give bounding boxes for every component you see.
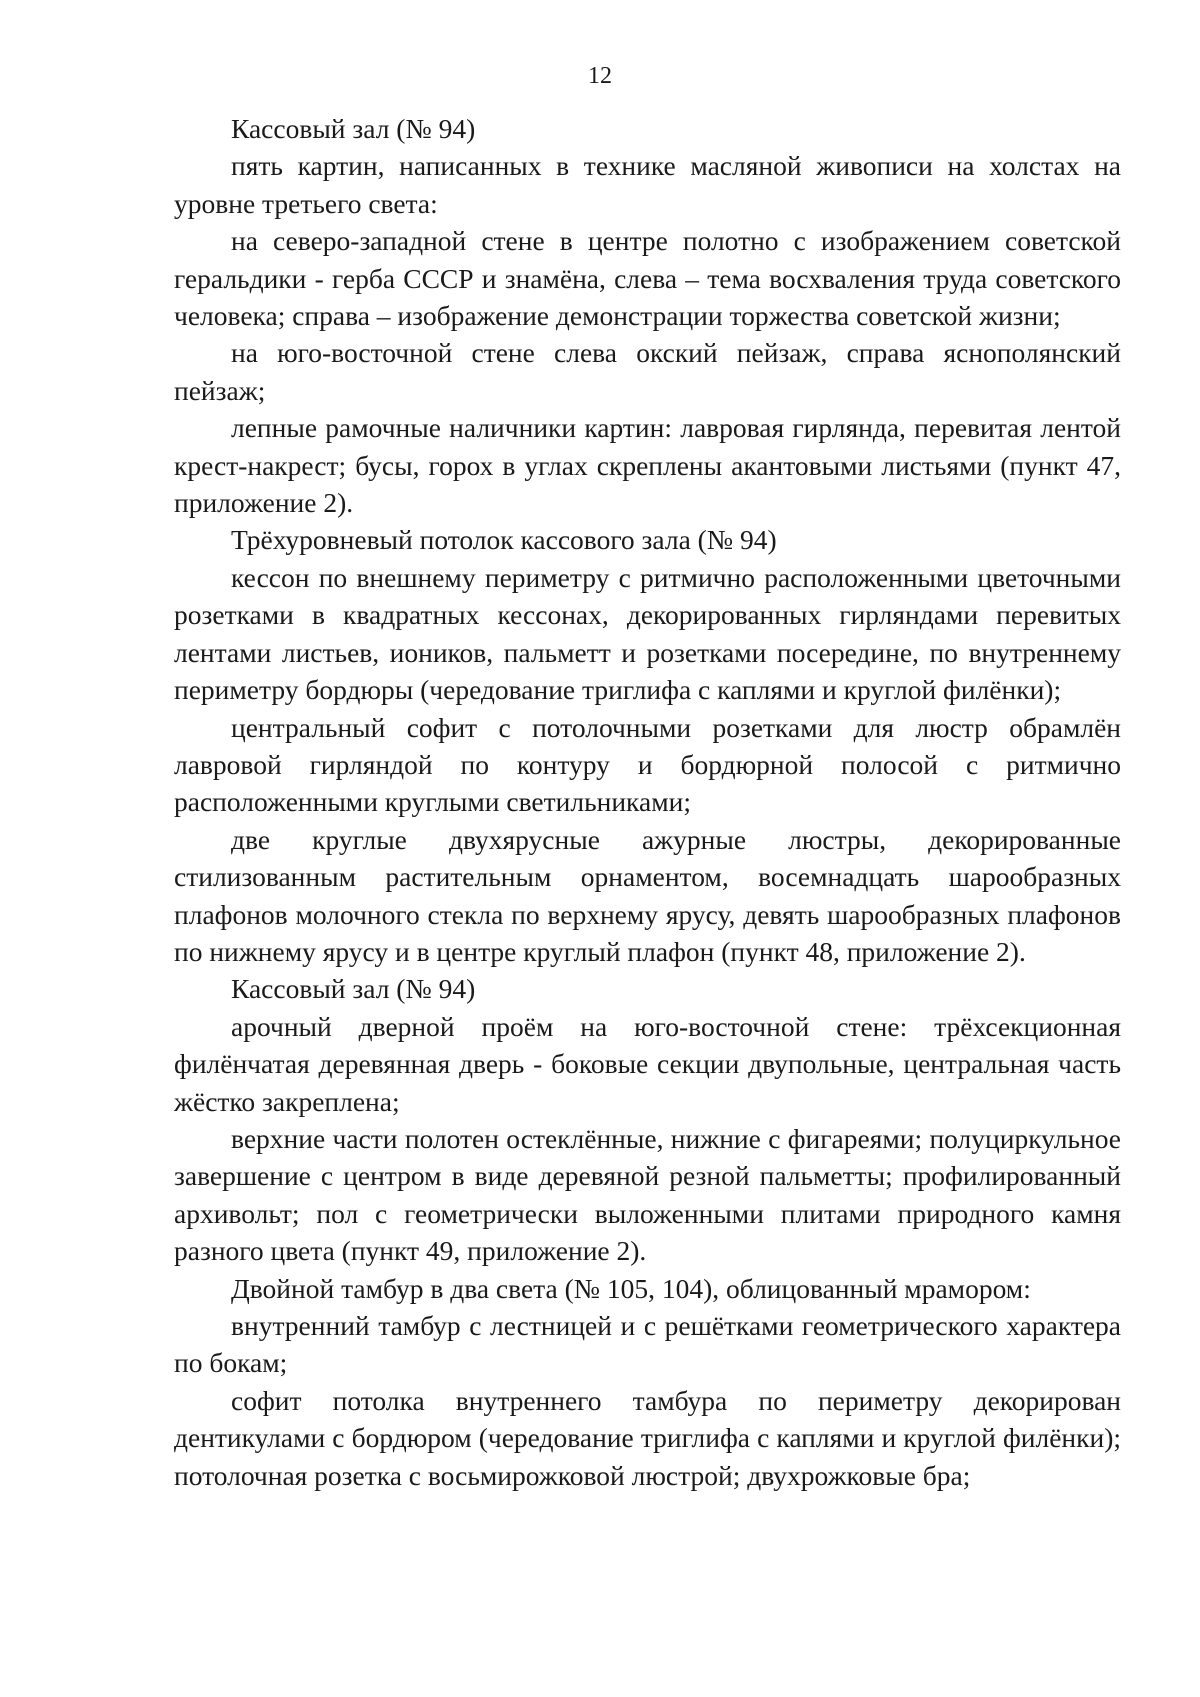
paragraph-paintings: пять картин, написанных в технике масляной живописи на холстах на уровне третьего света: (174, 150, 1121, 219)
paragraph-inner-vestibule: внутренний тамбур с лестницей и с решётками геометрического характера по бокам; (174, 1310, 1121, 1379)
paragraph-southeast-wall: на юго-восточной стене слева окский пейзаж, справа яснополянский пейзаж; (174, 337, 1121, 406)
section-heading-cash-hall-2: Кассовый зал (№ 94) (231, 973, 476, 1005)
paragraph-chandeliers: две круглые двухярусные ажурные люстры, декорированные стилизованным растительным орнаментом, восемнадцать шарообразных плафонов молочного стекла по верхнему ярусу, девять шарообразных плафонов по нижнему ярусу и в центре круглый плафон (пункт 48, приложение 2). (174, 823, 1121, 967)
section-heading-double-vestibule: Двойной тамбур в два света (№ 105, 104), облицованный мрамором: (231, 1272, 1031, 1304)
section-heading-ceiling: Трёхуровневый потолок кассового зала (№ 94) (231, 524, 777, 556)
document-body (174, 110, 1121, 1494)
page-number: 12 (588, 63, 612, 89)
paragraph-door-leaves: верхние части полотен остеклённые, нижние с фигареями; полуциркульное завершение с центром в виде деревяной резной пальметты; профилированный архивольт; пол с геометрически выложенными плитами природного камня разного цвета (пункт 49, приложение 2). (174, 1122, 1121, 1267)
paragraph-coffers: кессон по внешнему периметру с ритмично расположенными цветочными розетками в квадратных кессонах, декорированных гирляндами перевитых лентами листьев, иоников, пальметт и розетками посередине, по внутреннему периметру бордюры (чередование триглифа с каплями и круглой филёнки); (174, 561, 1121, 706)
paragraph-stucco-frames: лепные рамочные наличники картин: лавровая гирлянда, перевитая лентой крест-накрест; бусы, горох в углах скреплены акантовыми листьями (пункт 47, приложение 2). (174, 412, 1121, 519)
paragraph-northwest-wall: на северо-западной стене в центре полотно с изображением советской геральдики - герба СССР и знамёна, слева – тема восхваления труда советского человека; справа – изображение демонстрации торжества советской жизни; (174, 225, 1121, 332)
section-heading-cash-hall: Кассовый зал (№ 94) (231, 113, 476, 144)
paragraph-arched-doorway: арочный дверной проём на юго-восточной стене: трёхсекционная филёнчатая деревянная дверь - боковые секции двупольные, центральная часть жёстко закреплена; (174, 1010, 1121, 1117)
paragraph-central-soffit: центральный софит с потолочными розетками для люстр обрамлён лавровой гирляндой по контуру и бордюрной полосой с ритмично расположенными круглыми светильниками; (174, 711, 1121, 818)
paragraph-vestibule-soffit: софит потолка внутреннего тамбура по периметру декорирован дентикулами с бордюром (чередование триглифа с каплями и круглой филёнки); потолочная розетка с восьмирожковой люстрой; двухрожковые бра; (174, 1384, 1121, 1491)
